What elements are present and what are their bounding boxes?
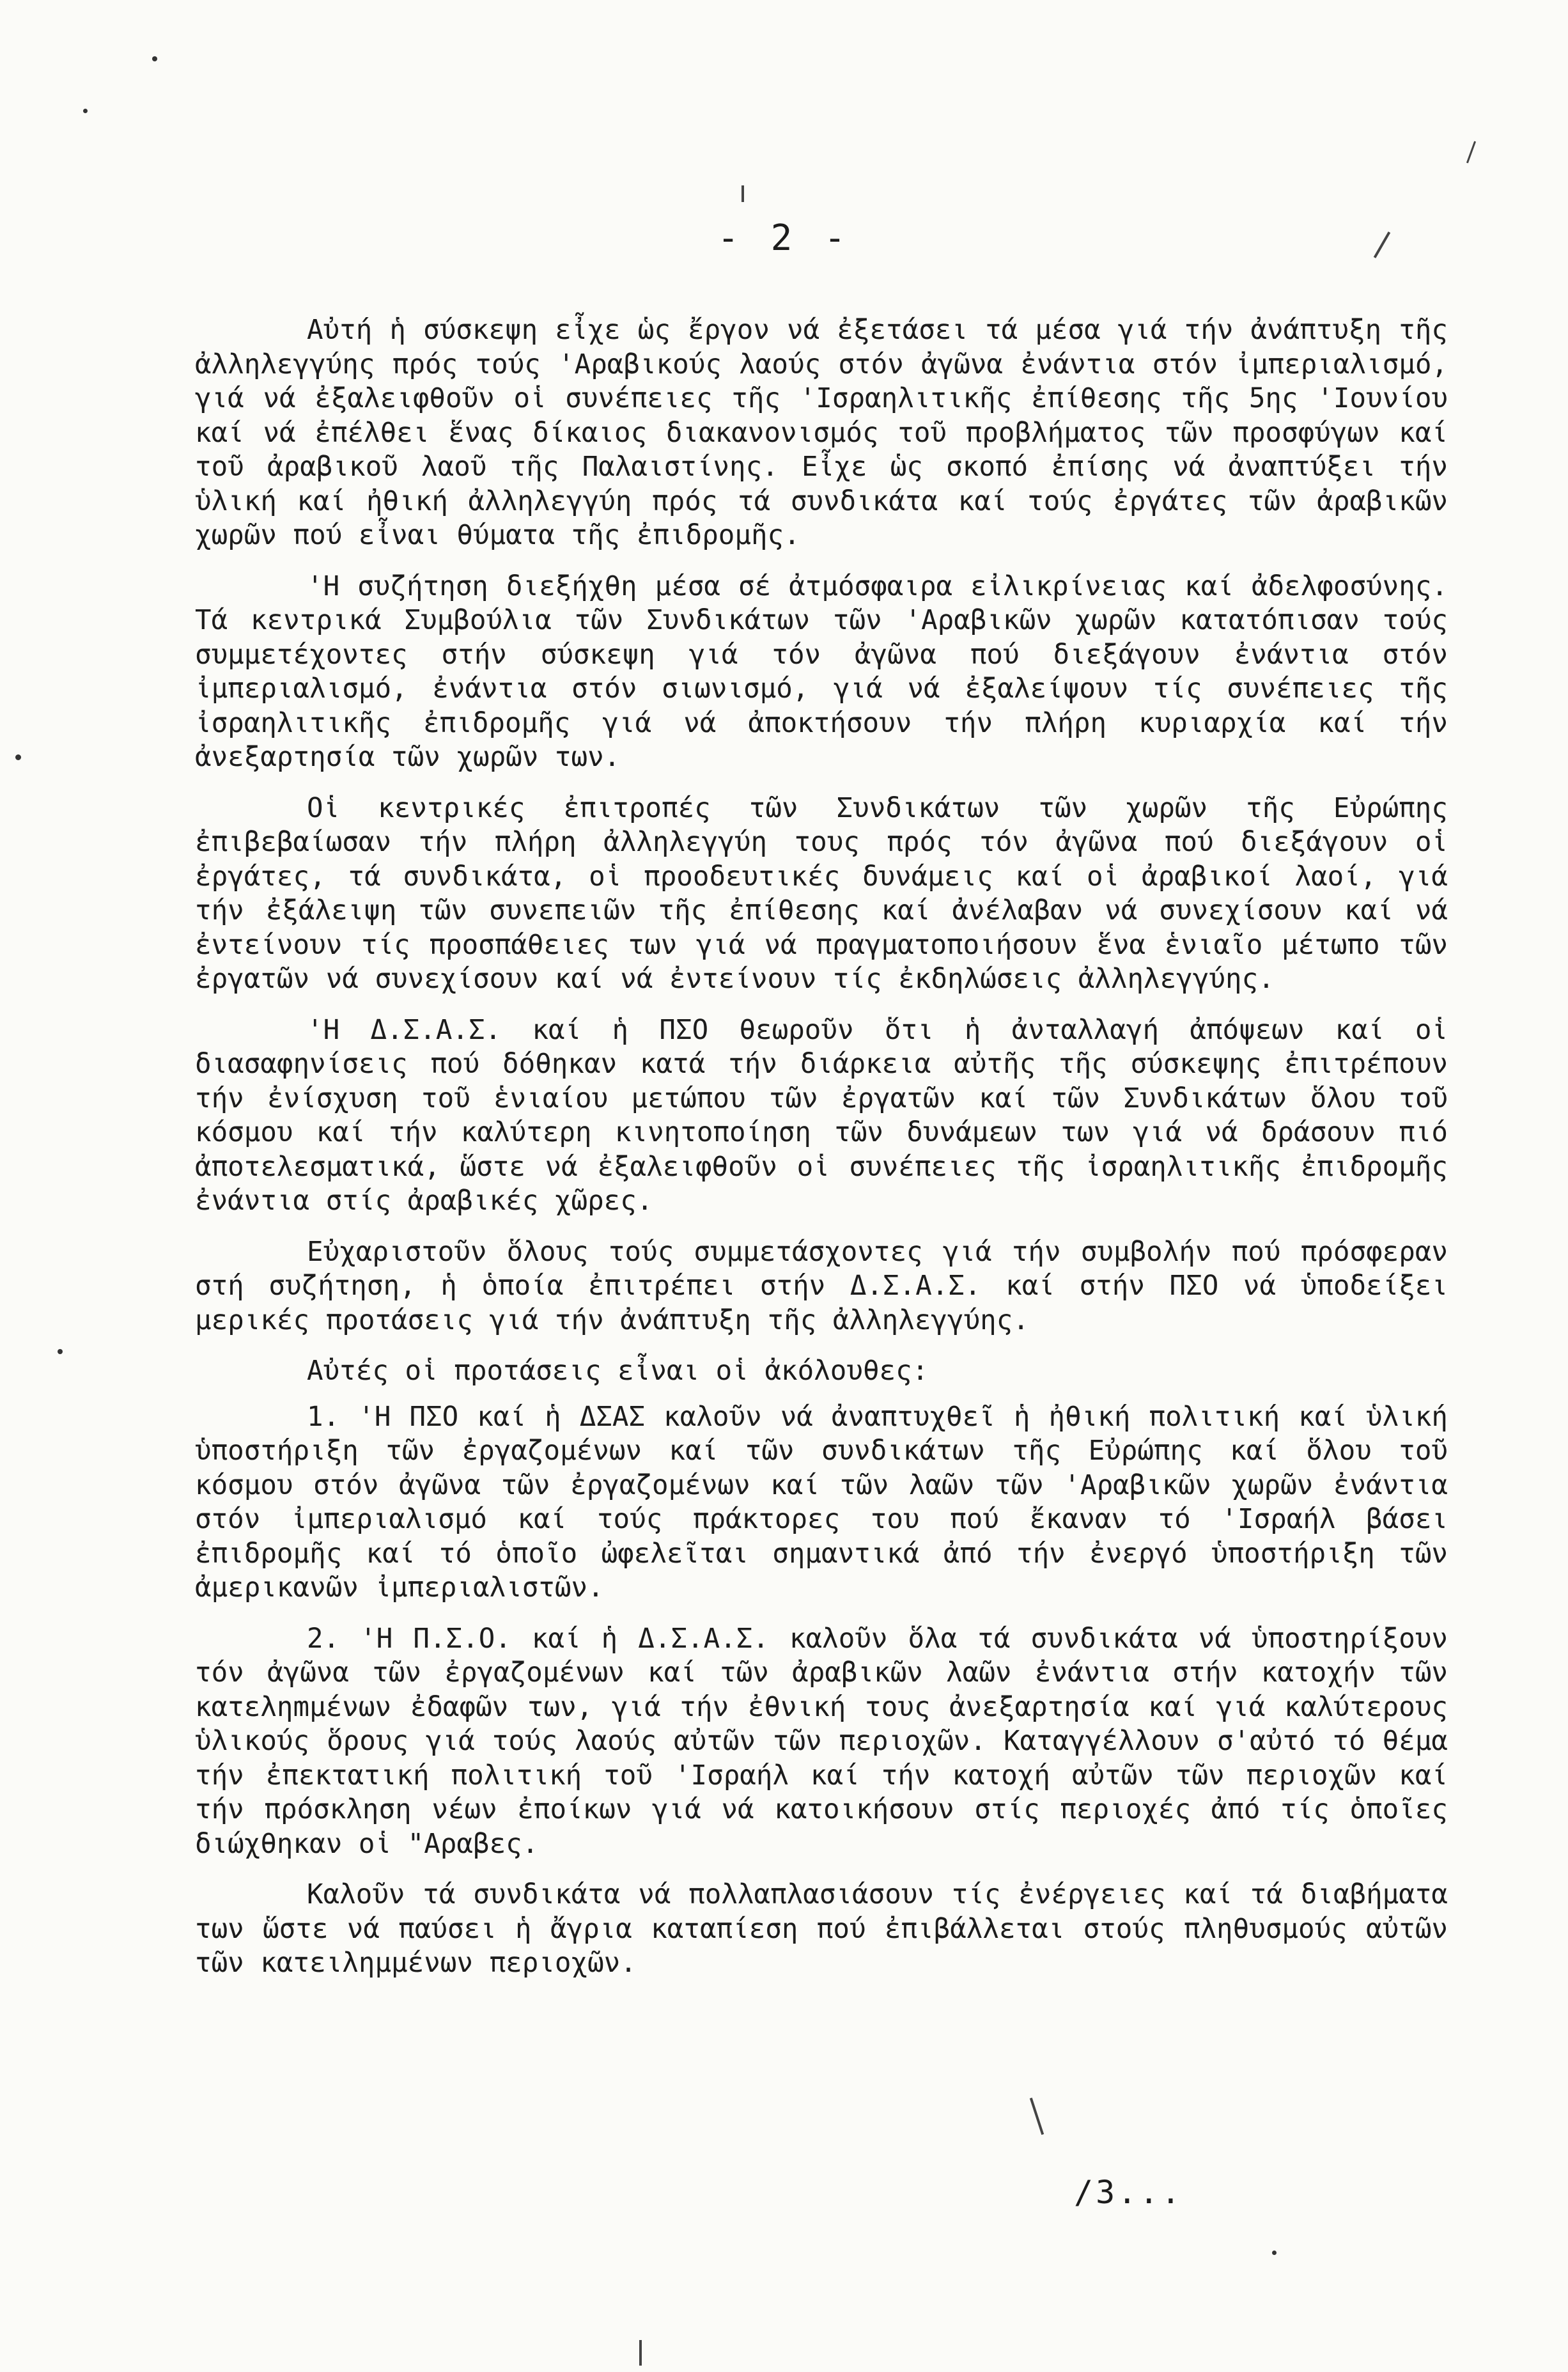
paragraph-call-to-unions: Καλοῦν τά συνδικάτα νά πολλαπλασιάσουν τίς ἐνέργειες καί τά διαβήματα των ὥστε νά παύσει ἡ ἄγρια καταπίεση πού ἐπιβάλλεται στούς πληθυσμούς αὐτῶν τῶν κατειλημμένων περιοχῶν. bbox=[195, 1879, 1448, 1979]
paragraph-exchange-of-views: 'Η Δ.Σ.Α.Σ. καί ἡ ΠΣΟ θεωροῦν ὅτι ἡ ἀνταλλαγή ἀπόψεων καί οἱ διασαφηνίσεις πού δόθηκαν κατά τήν διάρκεια αὐτῆς τῆς σύσκεψης ἐπιτρέπουν τήν ἐνίσχυση τοῦ ἑνιαίου μετώπου τῶν ἐργατῶν καί τῶν Συνδικάτων ὅλου τοῦ κόσμου καί τήν καλύτερη κινητοποίηση τῶν δυνάμεων των γιά νά δράσουν πιό ἀποτελεσματικά, ὥστε νά ἐξαλειφθοῦν οἱ συνέπειες τῆς ἰσραηλιτικῆς ἐπιδρομῆς ἐνάντια στίς ἀραβικές χῶρες. bbox=[195, 1014, 1448, 1217]
proposal-1: 1. 'Η ΠΣΟ καί ἡ ΔΣΑΣ καλοῦν νά ἀναπτυχθεῖ ἡ ἠθική πολιτική καί ὑλική ὑποστήριξη τῶν ἐργαζομένων καί τῶν συνδικάτων τῆς Εὐρώπης καί ὅλου τοῦ κόσμου στόν ἀγῶνα τῶν ἐργαζομένων καί τῶν λαῶν τῶν 'Αραβικῶν χωρῶν ἐνάντια στόν ἰμπεριαλισμό καί τούς πράκτορες του πού ἔκαναν τό 'Ισραήλ βάσει ἐπιδρομῆς καί τό ὁποῖο ὠφελεῖται σημαντικά ἀπό τήν ἐνεργό ὑποστήριξη τῶν ἀμερικανῶν ἰμπεριαλιστῶν. bbox=[195, 1401, 1448, 1603]
scan-mark bbox=[1030, 2098, 1044, 2135]
document-body bbox=[195, 313, 1448, 1997]
scan-speck bbox=[1272, 2251, 1277, 2255]
page-number: - 2 - bbox=[717, 217, 851, 259]
paragraph-proposals-intro: Αὐτές οἱ προτάσεις εἶναι οἱ ἀκόλουθες: bbox=[307, 1355, 929, 1387]
proposal-2: 2. 'Η Π.Σ.Ο. καί ἡ Δ.Σ.Α.Σ. καλοῦν ὅλα τά συνδικάτα νά ὑποστηρίξουν τόν ἀγῶνα τῶν ἐργαζομένων καί τῶν ἀραβικῶν λαῶν ἐνάντια στήν κατοχήν τῶν κατεληmμένων ἐδαφῶν των, γιά τήν ἐθνική τους ἀνεξαρτησία καί γιά καλύτερους ὑλικούς ὅρους γιά τούς λαούς αὐτῶν τῶν περιοχῶν. Καταγγέλλουν σ'αὐτό τό θέμα τήν ἐπεκτατική πολιτική τοῦ 'Ισραήλ καί τήν κατοχή αὐτῶν τῶν περιοχῶν καί τήν πρόσκληση νέων ἐποίκων γιά νά κατοικήσουν στίς περιοχές ἀπό τίς ὁποῖες διώχθηκαν οἱ "Αραβες. bbox=[195, 1623, 1448, 1860]
scan-speck bbox=[15, 754, 21, 760]
scan-mark bbox=[741, 185, 744, 202]
scan-speck bbox=[83, 109, 88, 113]
scan-mark bbox=[1466, 141, 1476, 164]
scan-mark bbox=[639, 2340, 642, 2366]
scan-speck bbox=[58, 1349, 63, 1354]
paragraph-conference-purpose: Αὐτή ἡ σύσκεψη εἶχε ὡς ἔργον νά ἐξετάσει τά μέσα γιά τήν ἀνάπτυξη τῆς ἀλληλεγγύης πρός τούς 'Αραβικούς λαούς στόν ἀγῶνα ἐνάντια στόν ἰμπεριαλισμό, γιά νά ἐξαλειφθοῦν οἱ συνέπειες τῆς 'Ισραηλιτικῆς ἐπίθεσης τῆς 5ης 'Ιουνίου καί νά ἐπέλθει ἕνας δίκαιος διακανονισμός τοῦ προβλήματος τῶν προσφύγων καί τοῦ ἀραβικοῦ λαοῦ τῆς Παλαιστίνης. Εἶχε ὡς σκοπό ἐπίσης νά ἀναπτύξει τήν ὑλική καί ἠθική ἀλληλεγγύη πρός τά συνδικάτα καί τούς ἐργάτες τῶν ἀραβικῶν χωρῶν πού εἶναι θύματα τῆς ἐπιδρομῆς. bbox=[195, 315, 1448, 551]
paragraph-discussion: 'Η συζήτηση διεξήχθη μέσα σέ ἀτμόσφαιρα εἰλικρίνειας καί ἀδελφοσύνης. Τά κεντρικά Συμβούλια τῶν Συνδικάτων τῶν 'Αραβικῶν χωρῶν κατατόπισαν τούς συμμετέχοντες στήν σύσκεψη γιά τόν ἀγῶνα πού διεξάγουν ἐνάντια στόν ἰμπεριαλισμό, ἐνάντια στόν σιωνισμό, γιά νά ἐξαλείψουν τίς συνέπειες τῆς ἰσραηλιτικῆς ἐπιδρομῆς γιά νά ἀποκτήσουν τήν πλήρη κυριαρχία καί τήν ἀνεξαρτησία τῶν χωρῶν των. bbox=[195, 570, 1448, 773]
continuation-marker: /3... bbox=[1074, 2174, 1183, 2211]
paragraph-european-committees: Οἱ κεντρικές ἐπιτροπές τῶν Συνδικάτων τῶν χωρῶν τῆς Εὐρώπης ἐπιβεβαίωσαν τήν πλήρη ἀλληλεγγύη τους πρός τόν ἀγῶνα πού διεξάγουν οἱ ἐργάτες, τά συνδικάτα, οἱ προοδευτικές δυνάμεις καί οἱ ἀραβικοί λαοί, γιά τήν ἐξάλειψη τῶν συνεπειῶν τῆς ἐπίθεσης καί ἀνέλαβαν νά συνεχίσουν καί νά ἐντείνουν τίς προσπάθειες των γιά νά πραγματοποιήσουν ἕνα ἑνιαῖο μέτωπο τῶν ἐργατῶν νά συνεχίσουν καί νά ἐντείνουν τίς ἐκδηλώσεις ἀλληλεγγύης. bbox=[195, 792, 1448, 995]
scan-speck bbox=[152, 56, 157, 61]
paragraph-thanks: Εὐχαριστοῦν ὅλους τούς συμμετάσχοντες γιά τήν συμβολήν πού πρόσφεραν στή συζήτηση, ἡ ὁποία ἐπιτρέπει στήν Δ.Σ.Α.Σ. καί στήν ΠΣΟ νά ὑποδείξει μερικές προτάσεις γιά τήν ἀνάπτυξη τῆς ἀλληλεγγύης. bbox=[195, 1236, 1448, 1336]
